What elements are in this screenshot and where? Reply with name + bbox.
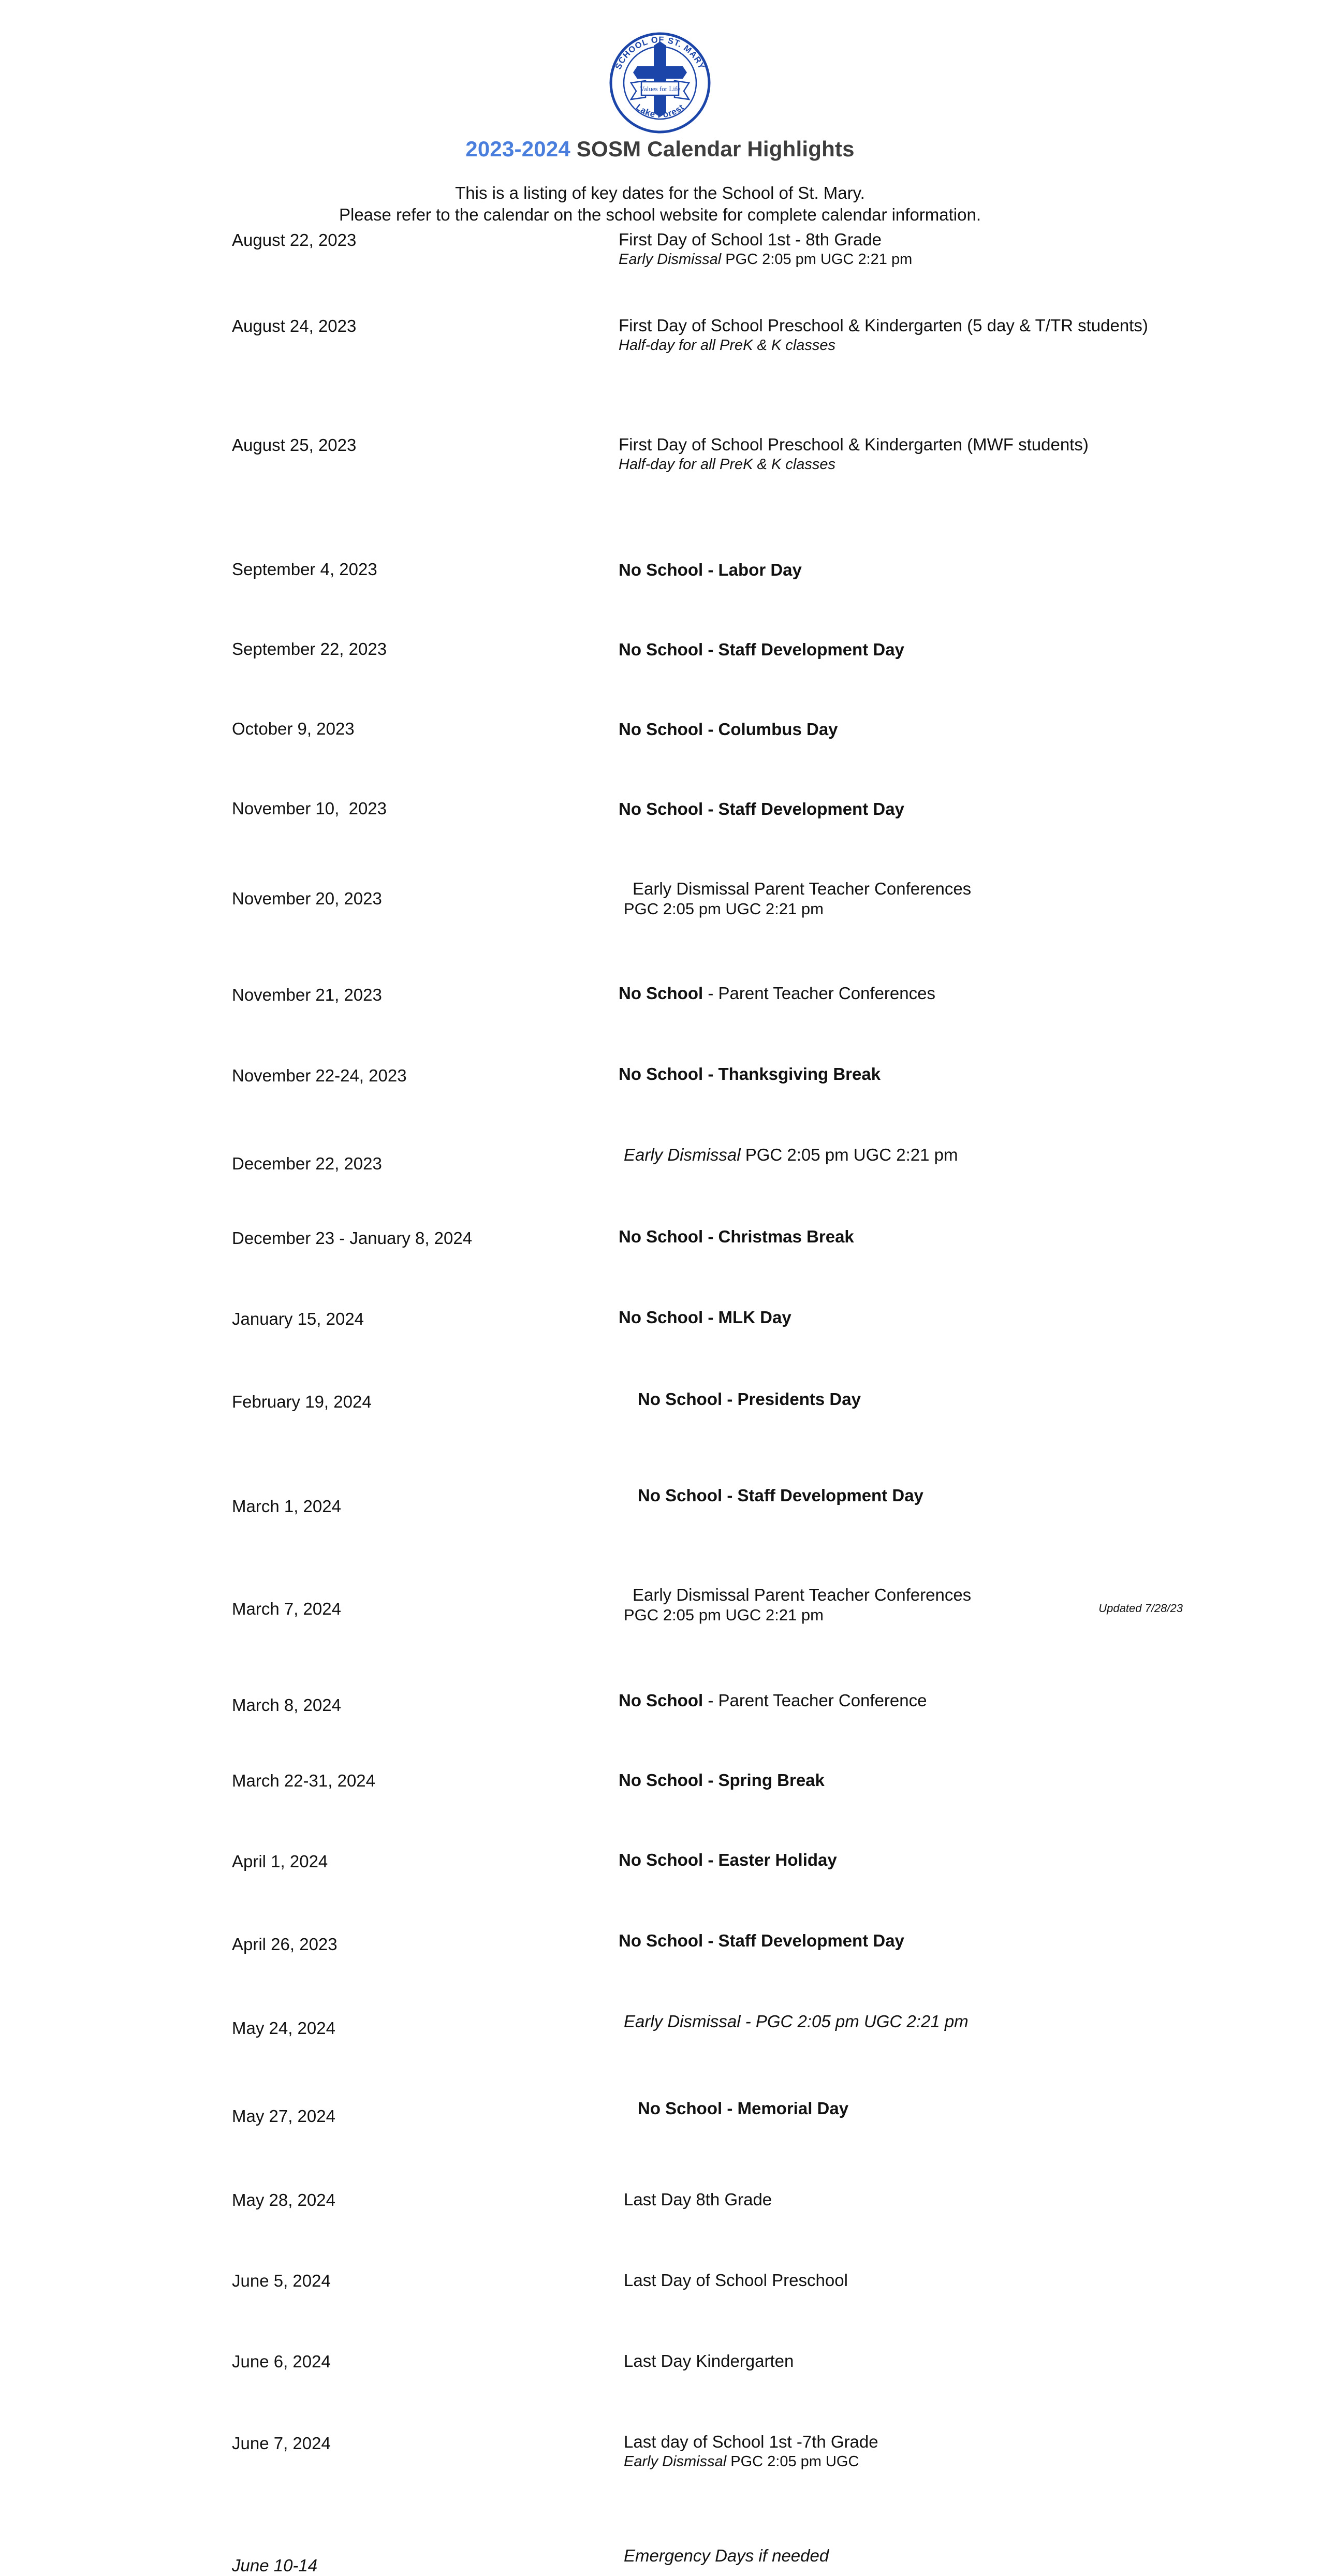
row-date: January 15, 2024 (232, 1309, 364, 1328)
dismissal-times: PGC 2:05 pm UGC (726, 2453, 859, 2470)
row-main-text: Last Day 8th Grade (624, 2190, 772, 2209)
svg-text:Lake Forest: Lake Forest (634, 102, 686, 120)
row-date: December 22, 2023 (232, 1154, 382, 1173)
row-date: November 10, 2023 (232, 799, 387, 818)
row-date: November 20, 2023 (232, 889, 382, 908)
row-date: April 1, 2024 (232, 1852, 328, 1871)
dismissal-times: PGC 2:05 pm UGC 2:21 pm (740, 1145, 958, 1164)
row-description (619, 1690, 1204, 1711)
row-date: October 9, 2023 (232, 719, 355, 738)
row-date: May 27, 2024 (232, 2106, 335, 2126)
dismissal-times: PGC 2:05 pm UGC 2:21 pm (624, 900, 824, 918)
dismissal-times: PGC 2:05 pm UGC 2:21 pm (721, 251, 913, 268)
row-description (619, 1930, 1204, 1951)
page-title-rest: SOSM Calendar Highlights (570, 137, 855, 161)
calendar-row (0, 270, 1320, 354)
row-description (638, 2098, 1223, 2119)
row-description (638, 1485, 1223, 1506)
school-logo (0, 31, 1320, 137)
page-title (0, 137, 1320, 162)
no-school-label: No School - Memorial Day (638, 2099, 849, 2118)
dismissal-times: PGC 2:05 pm UGC 2:21 pm (624, 1606, 824, 1624)
row-description-rest: - Parent Teacher Conference (703, 1691, 927, 1710)
row-main-text: Last day of School 1st -7th Grade (624, 2432, 878, 2451)
no-school-label: No School (619, 1691, 703, 1710)
row-description-rest: - Parent Teacher Conferences (703, 984, 935, 1003)
row-main-text: First Day of School Preschool & Kindergarten (MWF students) (619, 435, 1089, 454)
svg-text:Values for Life: Values for Life (640, 85, 680, 93)
row-description (624, 2431, 1209, 2471)
early-dismissal-label: Early Dismissal (624, 2453, 727, 2470)
no-school-label: No School - Staff Development Day (619, 640, 904, 659)
row-date: June 10-14 (232, 2556, 318, 2575)
early-dismissal-note (619, 250, 1204, 269)
row-date: June 6, 2024 (232, 2352, 331, 2371)
no-school-label: No School - Easter Holiday (619, 1850, 837, 1869)
no-school-label: No School - MLK Day (619, 1308, 791, 1327)
row-date: November 21, 2023 (232, 985, 382, 1004)
no-school-label: No School - Staff Development Day (619, 1931, 904, 1950)
row-date: September 4, 2023 (232, 560, 377, 579)
row-main-text: First Day of School Preschool & Kindergarten (5 day & T/TR students) (619, 316, 1148, 335)
row-description (619, 229, 1204, 269)
row-date: November 22-24, 2023 (232, 1066, 407, 1085)
row-main-text: First Day of School 1st - 8th Grade (619, 230, 882, 249)
row-description (624, 2270, 1209, 2291)
no-school-label: No School - Spring Break (619, 1770, 825, 1790)
logo-mark (608, 31, 712, 135)
no-school-label: No School - Presidents Day (638, 1389, 861, 1409)
row-date: June 7, 2024 (232, 2434, 331, 2453)
row-date: April 26, 2023 (232, 1935, 338, 1954)
no-school-label: No School - Labor Day (619, 560, 802, 579)
row-date: September 22, 2023 (232, 639, 387, 658)
subtitle-line-1: This is a listing of key dates for the School of St. Mary. (455, 183, 865, 202)
row-date: March 1, 2024 (232, 1497, 341, 1516)
row-date: May 28, 2024 (232, 2190, 335, 2209)
no-school-label: No School - Thanksgiving Break (619, 1064, 881, 1084)
conference-dismissal-label: Early Dismissal Parent Teacher Conferences (633, 1585, 972, 1604)
row-date: June 5, 2024 (232, 2271, 331, 2290)
no-school-label: No School - Columbus Day (619, 720, 838, 739)
row-date: March 7, 2024 (232, 1599, 341, 1618)
early-dismissal-label: Early Dismissal (624, 1145, 741, 1164)
row-date: March 8, 2024 (232, 1695, 341, 1715)
early-dismissal-label: Early Dismissal (619, 251, 722, 268)
early-dismissal-note (624, 2452, 1209, 2471)
row-description (624, 2011, 1209, 2032)
row-description (624, 2350, 1209, 2372)
row-date: December 23 - January 8, 2024 (232, 1228, 473, 1248)
subtitle-line-2: Please refer to the calendar on the school website for complete calendar information. (339, 205, 981, 224)
no-school-label: No School - Christmas Break (619, 1227, 854, 1246)
row-main-text: Last Day of School Preschool (624, 2271, 848, 2290)
no-school-label: No School - Staff Development Day (619, 799, 904, 818)
italic-note: Early Dismissal - PGC 2:05 pm UGC 2:21 pm (624, 2012, 969, 2031)
no-school-label: No School (619, 984, 703, 1003)
row-description (624, 2545, 1209, 2566)
row-date: March 22-31, 2024 (232, 1771, 376, 1790)
row-date: May 24, 2024 (232, 2018, 335, 2038)
row-date: August 25, 2023 (232, 435, 357, 455)
row-date: August 22, 2023 (232, 230, 357, 250)
row-date: February 19, 2024 (232, 1392, 372, 1411)
half-day-note: Half-day for all PreK & K classes (619, 337, 836, 354)
italic-note: Emergency Days if needed (624, 2546, 829, 2565)
no-school-label: No School - Staff Development Day (638, 1486, 923, 1505)
half-day-note: Half-day for all PreK & K classes (619, 456, 836, 473)
row-description (619, 1849, 1204, 1870)
svg-text:SCHOOL OF ST. MARY: SCHOOL OF ST. MARY (613, 35, 707, 71)
row-date: August 24, 2023 (232, 316, 357, 335)
calendar-row (0, 327, 1320, 473)
row-description (619, 1769, 1204, 1791)
conference-dismissal-label: Early Dismissal Parent Teacher Conferences (633, 879, 972, 898)
page-subtitle (0, 182, 1320, 226)
row-main-text: Last Day Kindergarten (624, 2351, 794, 2370)
calendar-row (0, 228, 1320, 270)
page-title-year: 2023-2024 (465, 137, 570, 161)
row-description (624, 2189, 1209, 2210)
updated-stamp: Updated 7/28/23 (1098, 1602, 1183, 1615)
